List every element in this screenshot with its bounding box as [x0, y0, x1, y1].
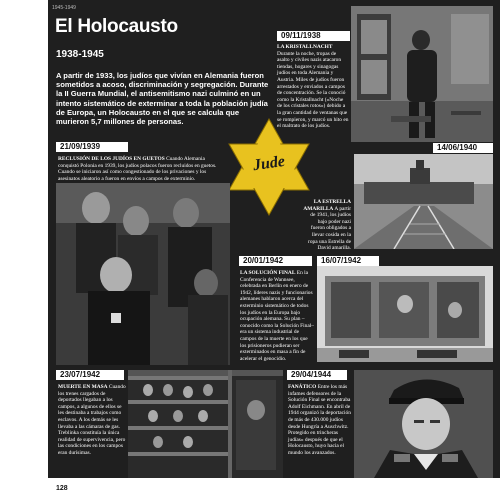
- caption-star: [303, 199, 351, 252]
- caption-final-solution: [240, 270, 314, 362]
- date-label-1942-jan: 20/01/1942: [239, 256, 312, 266]
- caption-fanatic: [288, 384, 352, 457]
- date-label-1944: 29/04/1944: [287, 370, 347, 380]
- photo-eichmann: [354, 370, 493, 478]
- photo-kristallnacht: [351, 6, 493, 142]
- date-label-1938: 09/11/1938: [277, 31, 350, 41]
- page-years: 1938-1945: [56, 49, 104, 60]
- caption-title: LA ESTRELLA AMARILLA: [303, 199, 351, 212]
- star-text: Jude: [251, 152, 286, 175]
- photo-barracks: [128, 370, 283, 478]
- caption-body: Durante la noche, tropas de asalto y civiles nazis atacaron tiendas, hogares y sinagogas judíos en toda Alemania y Austria. Miles de judíos fueron arrestados y enviados a campos de concentración. Se la conoció como la Kristallnacht («Noche de los cristales rotos») debido a la gran cantidad de ventanas que se rompieron, y marcó un hito en el maltrato de los judíos.: [277, 50, 349, 130]
- page-title: El Holocausto: [55, 16, 178, 37]
- date-label-1942-jul23: 23/07/1942: [56, 370, 124, 380]
- intro-text: A partir de 1933, los judíos que vivían en Alemania fueron sometidos a acoso, discriminación y segregación. Durante la II Guerra Mundial, el antisemitismo nazi culminó en un intento sistemático de exterminar a toda la población judía de Europa, un Holocausto en el que se calcula que murieron 5,7 millones de personas.: [56, 71, 269, 127]
- date-label-1942-jul16: 16/07/1942: [317, 256, 379, 266]
- caption-title: RECLUSIÓN DE LOS JUDÍOS EN GUETOS: [58, 156, 165, 162]
- date-label-1939: 21/09/1939: [56, 142, 128, 152]
- caption-title: LA SOLUCIÓN FINAL: [240, 270, 296, 276]
- page-number: 128: [56, 485, 68, 492]
- caption-body: Entre los más infames defensores de la Solución Final se encontraba Adolf Eichmann. En abril de 1944 organizó la deportación de más de 430.000 judíos desde Hungría a Auschwitz. Protegido en trincheras judías» después de que el Holocausto, huyo hacia el mundo los avanzados.: [288, 384, 351, 456]
- caption-title: FANÁTICO: [288, 384, 317, 390]
- caption-body: A partir de 1941, los judíos bajo poder nazi fueron obligados a llevar cosida en la ropa una Estrella de David amarilla.: [308, 205, 351, 252]
- caption-ghetto: [58, 156, 218, 182]
- photo-deportation: [317, 266, 493, 362]
- caption-title: LA KRISTALLNACHT: [277, 44, 333, 50]
- caption-body: Cuando los trenes cargados de deportados llegaban a los campos, a algunos de ellos se les destinaba a trabajos como esclavos. A los demás se les llevaba a las cámaras de gas. Treblinka constituía la única realidad de supervivencia, pero las condiciones en los campos eran durísimas.: [58, 384, 126, 456]
- caption-body: En la Conferencia de Wannsee, celebrada en Berlín en enero de 1942, líderes nazis y funcionarios alemanes hablaron acerca del exterminio sistemático de todos los judíos en la Europa bajo ocupación alemana. Su plan –conocido como la Solución Final– era un sistema industrial de campos de la muerte en los que los prisioneros pudieran ser exterminados en masa a fin de acelerar el genocidio.: [240, 270, 314, 362]
- caption-mass-death: [58, 384, 128, 457]
- photo-camp-1940: [354, 154, 493, 249]
- caption-title: MUERTE EN MASA: [58, 384, 108, 390]
- photo-ghetto: [56, 183, 230, 365]
- caption-body: Cuando Alemania conquistó Polonia en 1939, los judíos polacos fueron recluidos en guetos. Cuando se iniciaron así como congestionado de los privaciones y los asesinatos aleatorio a fueron en envíos a campos de exterminio.: [58, 156, 217, 182]
- date-label-1940: 14/06/1940: [433, 143, 493, 153]
- section-tag: 1945-1949: [52, 5, 76, 11]
